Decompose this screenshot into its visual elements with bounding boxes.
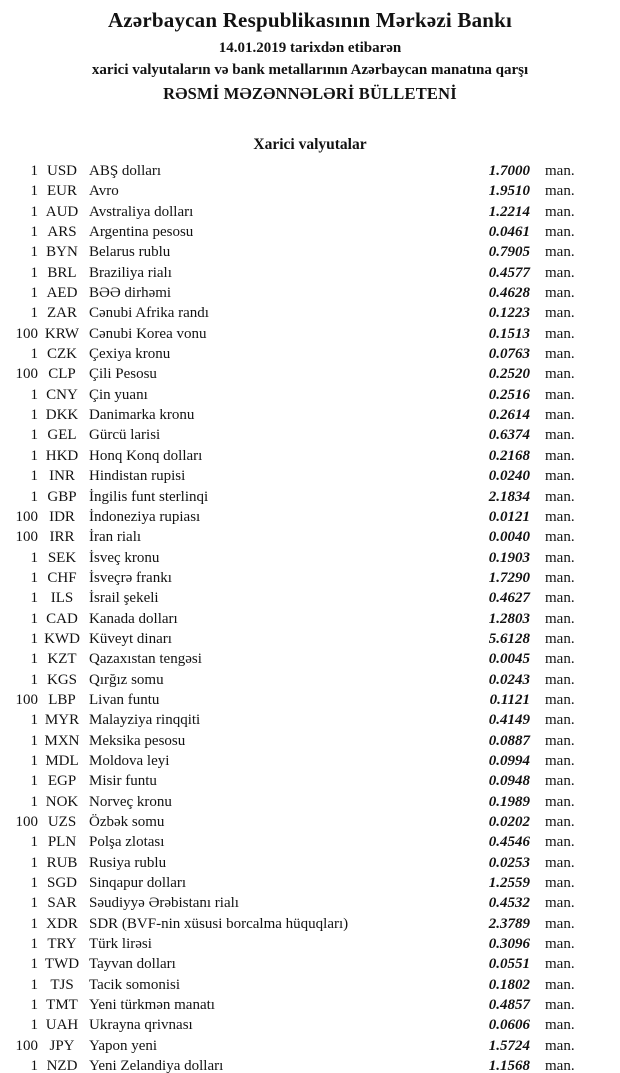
- currency-code: ZAR: [47, 305, 77, 322]
- currency-name: Rusiya rublu: [89, 854, 167, 871]
- unit-label: man.: [545, 814, 575, 830]
- unit-label: man.: [545, 834, 575, 851]
- bank-name: Azərbaycan Respublikasının Mərkəzi Bankı: [107, 8, 513, 32]
- quantity-value: 1: [30, 264, 38, 281]
- currency-row: [0, 548, 620, 568]
- currency-name: Norveç kronu: [89, 793, 172, 810]
- currency-name: Malayziya rinqqiti: [89, 712, 201, 729]
- rate-value: 0.0948: [488, 773, 530, 790]
- unit-label: man.: [545, 712, 575, 729]
- currency-code: EUR: [47, 183, 77, 200]
- unit-label: man.: [545, 244, 575, 261]
- currency-row: [0, 1056, 620, 1073]
- unit-label: man.: [545, 976, 575, 993]
- currency-row: [0, 425, 620, 445]
- currency-row: [0, 242, 620, 262]
- currency-row: [0, 324, 620, 344]
- unit-label: man.: [545, 895, 575, 912]
- currency-name: Meksika pesosu: [89, 732, 186, 749]
- currency-name: Livan funtu: [89, 691, 160, 708]
- currency-code: KZT: [47, 651, 77, 668]
- unit-label: man.: [545, 610, 575, 627]
- quantity-value: 100: [15, 508, 38, 525]
- quantity-value: 1: [30, 163, 38, 179]
- unit-label: man.: [545, 915, 575, 932]
- currency-row: [0, 832, 620, 852]
- currency-name: İsveç kronu: [89, 549, 160, 566]
- unit-label: man.: [545, 264, 575, 281]
- currency-row: [0, 181, 620, 201]
- quantity-value: 1: [30, 203, 38, 220]
- quantity-value: 1: [30, 285, 38, 302]
- quantity-value: 1: [30, 447, 38, 464]
- currency-code: UZS: [47, 814, 77, 830]
- currency-code: JPY: [49, 1037, 75, 1054]
- rate-value: 0.2516: [488, 386, 530, 403]
- rate-value: 0.4577: [488, 264, 530, 281]
- currency-code: ILS: [50, 590, 74, 607]
- rate-value: 0.0461: [488, 224, 530, 241]
- rate-value: 0.1903: [488, 549, 530, 566]
- currency-name: Yeni türkmən manatı: [89, 997, 215, 1014]
- currency-row: [0, 466, 620, 486]
- currency-name: Braziliya rialı: [89, 264, 172, 281]
- currency-code: SAR: [47, 895, 77, 912]
- unit-label: man.: [545, 183, 575, 200]
- quantity-value: 1: [30, 488, 38, 505]
- rate-value: 0.3096: [488, 936, 530, 953]
- section-title: Xarici valyutalar: [253, 136, 367, 153]
- currency-row: [0, 507, 620, 527]
- rate-value: 0.0253: [488, 854, 530, 871]
- currency-code: IDR: [49, 508, 75, 525]
- quantity-value: 100: [15, 325, 38, 342]
- currency-name: Hindistan rupisi: [89, 468, 186, 485]
- currency-name: Səudiyyə Ərəbistanı rialı: [89, 895, 239, 912]
- currency-row: [0, 975, 620, 995]
- currency-row: [0, 649, 620, 669]
- currency-name: Avro: [89, 183, 119, 200]
- unit-label: man.: [545, 956, 575, 973]
- rate-value: 0.4628: [488, 285, 530, 302]
- currency-row: [0, 914, 620, 934]
- quantity-value: 1: [30, 386, 38, 403]
- quantity-value: 1: [30, 183, 38, 200]
- quantity-value: 1: [30, 854, 38, 871]
- currency-code: KRW: [44, 325, 80, 342]
- quantity-value: 100: [15, 366, 38, 383]
- currency-name: Polşa zlotası: [89, 834, 165, 851]
- currency-name: Gürcü larisi: [89, 427, 161, 444]
- currency-name: Avstraliya dolları: [89, 203, 194, 220]
- bulletin-title: RƏSMİ MƏZƏNNƏLƏRİ BÜLLETENİ: [163, 84, 457, 103]
- quantity-value: 1: [30, 1058, 38, 1073]
- currency-name: Honq Konq dolları: [89, 447, 203, 464]
- unit-label: man.: [545, 203, 575, 220]
- quantity-value: 1: [30, 630, 38, 647]
- rates-table: [0, 161, 620, 1073]
- currency-row: [0, 202, 620, 222]
- quantity-value: 1: [30, 732, 38, 749]
- currency-row: [0, 303, 620, 323]
- rate-value: 0.1802: [488, 976, 530, 993]
- unit-label: man.: [545, 529, 575, 546]
- unit-label: man.: [545, 854, 575, 871]
- currency-row: [0, 812, 620, 832]
- quantity-value: 1: [30, 305, 38, 322]
- unit-label: man.: [545, 569, 575, 586]
- currency-name: İsveçrə frankı: [89, 569, 172, 586]
- quantity-value: 1: [30, 712, 38, 729]
- currency-code: CZK: [47, 346, 77, 363]
- quantity-value: 1: [30, 997, 38, 1014]
- currency-code: MYR: [44, 712, 80, 729]
- bulletin-header: [0, 8, 620, 104]
- rate-value: 1.5724: [488, 1037, 530, 1054]
- currency-name: SDR (BVF-nin xüsusi borcalma hüquqları): [89, 915, 349, 932]
- quantity-value: 1: [30, 346, 38, 363]
- rate-value: 1.1568: [488, 1058, 530, 1073]
- rate-value: 5.6128: [488, 630, 530, 647]
- rate-value: 1.2803: [488, 610, 530, 627]
- currency-code: TWD: [44, 956, 80, 973]
- currency-code: KGS: [46, 671, 77, 688]
- rate-value: 0.1989: [488, 793, 530, 810]
- currency-row: [0, 853, 620, 873]
- currency-code: SEK: [47, 549, 77, 566]
- currency-name: Çin yuanı: [89, 386, 148, 403]
- currency-name: Tayvan dolları: [89, 956, 176, 973]
- quantity-value: 1: [30, 895, 38, 912]
- rate-value: 0.4532: [488, 895, 530, 912]
- rate-value: 0.4627: [488, 590, 530, 607]
- currency-code: NOK: [45, 793, 79, 810]
- currency-code: SGD: [46, 875, 77, 892]
- currency-name: İndoneziya rupiası: [89, 508, 201, 525]
- currency-row: [0, 670, 620, 690]
- quantity-value: 100: [15, 1037, 38, 1054]
- rate-value: 0.4857: [488, 997, 530, 1014]
- quantity-value: 100: [15, 814, 38, 830]
- currency-name: Türk lirəsi: [89, 936, 152, 953]
- currency-row: [0, 527, 620, 547]
- quantity-value: 1: [30, 936, 38, 953]
- quantity-value: 1: [30, 569, 38, 586]
- currency-row: [0, 1015, 620, 1035]
- rate-value: 1.2559: [488, 875, 530, 892]
- currency-row: [0, 364, 620, 384]
- currency-row: [0, 588, 620, 608]
- unit-label: man.: [545, 936, 575, 953]
- unit-label: man.: [545, 691, 575, 708]
- rate-value: 0.2614: [488, 407, 530, 424]
- currency-name: Cənubi Afrika randı: [89, 305, 209, 322]
- currency-name: Küveyt dinarı: [89, 630, 172, 647]
- rate-value: 0.0240: [488, 468, 530, 485]
- unit-label: man.: [545, 346, 575, 363]
- unit-label: man.: [545, 1017, 575, 1034]
- currency-row: [0, 954, 620, 974]
- quantity-value: 1: [30, 610, 38, 627]
- unit-label: man.: [545, 1058, 575, 1073]
- currency-code: TMT: [46, 997, 78, 1014]
- currency-name: Moldova leyi: [89, 752, 170, 769]
- unit-label: man.: [545, 285, 575, 302]
- rate-value: 0.4149: [488, 712, 530, 729]
- rate-value: 0.0045: [488, 651, 530, 668]
- currency-name: Qırğız somu: [89, 671, 164, 688]
- currency-code: INR: [49, 468, 75, 485]
- currency-code: MDL: [45, 752, 79, 769]
- currency-code: AED: [46, 285, 78, 302]
- unit-label: man.: [545, 651, 575, 668]
- quantity-value: 100: [15, 529, 38, 546]
- rate-value: 0.7905: [488, 244, 530, 261]
- currency-code: PLN: [47, 834, 77, 851]
- currency-row: [0, 263, 620, 283]
- currency-code: CNY: [46, 386, 78, 403]
- currency-row: [0, 771, 620, 791]
- rate-value: 0.0994: [488, 752, 530, 769]
- currency-row: [0, 568, 620, 588]
- quantity-value: 1: [30, 244, 38, 261]
- currency-row: [0, 385, 620, 405]
- currency-row: [0, 405, 620, 425]
- currency-code: EGP: [47, 773, 77, 790]
- rate-value: 0.0763: [488, 346, 530, 363]
- currency-code: CAD: [46, 610, 78, 627]
- currency-code: ARS: [47, 224, 77, 241]
- quantity-value: 1: [30, 224, 38, 241]
- currency-row: [0, 609, 620, 629]
- rate-value: 1.7290: [488, 569, 530, 586]
- rate-value: 0.2168: [488, 447, 530, 464]
- quantity-value: 1: [30, 976, 38, 993]
- rate-value: 0.0243: [488, 671, 530, 688]
- currency-name: Tacik somonisi: [89, 976, 181, 993]
- currency-row: [0, 710, 620, 730]
- currency-name: Özbək somu: [89, 814, 165, 830]
- unit-label: man.: [545, 508, 575, 525]
- unit-label: man.: [545, 549, 575, 566]
- unit-label: man.: [545, 447, 575, 464]
- currency-name: Misir funtu: [89, 773, 157, 790]
- currency-code: HKD: [45, 447, 79, 464]
- rate-value: 0.0202: [488, 814, 530, 830]
- unit-label: man.: [545, 752, 575, 769]
- currency-row: [0, 751, 620, 771]
- currency-code: GEL: [47, 427, 77, 444]
- currency-name: Ukrayna qrivnası: [89, 1017, 193, 1034]
- currency-name: ABŞ dolları: [89, 163, 162, 179]
- currency-name: Çili Pesosu: [89, 366, 157, 383]
- unit-label: man.: [545, 224, 575, 241]
- unit-label: man.: [545, 427, 575, 444]
- unit-label: man.: [545, 468, 575, 485]
- rate-value: 0.0121: [488, 508, 530, 525]
- quantity-value: 1: [30, 956, 38, 973]
- unit-label: man.: [545, 773, 575, 790]
- quantity-value: 1: [30, 407, 38, 424]
- currency-row: [0, 792, 620, 812]
- currency-code: DKK: [45, 407, 79, 424]
- rate-value: 0.1121: [489, 691, 530, 708]
- unit-label: man.: [545, 488, 575, 505]
- currency-name: Sinqapur dolları: [89, 875, 187, 892]
- quantity-value: 1: [30, 468, 38, 485]
- unit-label: man.: [545, 305, 575, 322]
- unit-label: man.: [545, 671, 575, 688]
- quantity-value: 1: [30, 651, 38, 668]
- currency-code: TRY: [47, 936, 77, 953]
- currency-code: UAH: [45, 1017, 79, 1034]
- currency-code: RUB: [46, 854, 78, 871]
- currency-row: [0, 690, 620, 710]
- rate-value: 0.0040: [488, 529, 530, 546]
- quantity-value: 1: [30, 915, 38, 932]
- rate-value: 0.4546: [488, 834, 530, 851]
- unit-label: man.: [545, 793, 575, 810]
- currency-name: BƏƏ dirhəmi: [89, 285, 172, 302]
- currency-code: CLP: [48, 366, 76, 383]
- currency-code: LBP: [48, 691, 76, 708]
- rate-value: 1.7000: [488, 163, 530, 179]
- rate-value: 0.1223: [488, 305, 530, 322]
- effective-date: 14.01.2019 tarixdən etibarən: [218, 40, 402, 56]
- unit-label: man.: [545, 1037, 575, 1054]
- currency-name: Argentina pesosu: [89, 224, 194, 241]
- currency-code: MXN: [44, 732, 80, 749]
- unit-label: man.: [545, 386, 575, 403]
- currency-row: [0, 731, 620, 751]
- currency-row: [0, 995, 620, 1015]
- rate-value: 0.6374: [488, 427, 530, 444]
- currency-code: NZD: [46, 1058, 78, 1073]
- unit-label: man.: [545, 732, 575, 749]
- unit-label: man.: [545, 407, 575, 424]
- rate-value: 0.2520: [488, 366, 530, 383]
- unit-label: man.: [545, 875, 575, 892]
- rate-value: 2.1834: [488, 488, 530, 505]
- rate-value: 0.0606: [488, 1017, 530, 1034]
- currency-name: Belarus rublu: [89, 244, 171, 261]
- currency-code: BYN: [46, 244, 78, 261]
- rate-value: 1.9510: [488, 183, 530, 200]
- rate-value: 1.2214: [488, 203, 530, 220]
- quantity-value: 1: [30, 1017, 38, 1034]
- currency-code: AUD: [45, 203, 79, 220]
- currency-row: [0, 629, 620, 649]
- currency-row: [0, 283, 620, 303]
- quantity-value: 1: [30, 773, 38, 790]
- unit-label: man.: [545, 163, 575, 179]
- unit-label: man.: [545, 366, 575, 383]
- currency-code: XDR: [46, 915, 78, 932]
- currency-name: İsrail şekeli: [89, 590, 159, 607]
- quantity-value: 1: [30, 671, 38, 688]
- unit-label: man.: [545, 590, 575, 607]
- rate-value: 0.0551: [488, 956, 530, 973]
- rate-value: 0.0887: [488, 732, 530, 749]
- currency-name: Yeni Zelandiya dolları: [89, 1058, 224, 1073]
- currency-row: [0, 222, 620, 242]
- bulletin-subtitle: xarici valyutaların və bank metallarının Azərbaycan manatına qarşı: [91, 62, 529, 78]
- currency-code: IRR: [49, 529, 75, 546]
- quantity-value: 1: [30, 875, 38, 892]
- currency-name: Qazaxıstan tengəsi: [89, 651, 202, 668]
- currency-code: CHF: [47, 569, 77, 586]
- currency-row: [0, 1036, 620, 1056]
- currency-row: [0, 161, 620, 181]
- currency-row: [0, 893, 620, 913]
- currency-code: BRL: [47, 264, 77, 281]
- currency-row: [0, 934, 620, 954]
- currency-row: [0, 873, 620, 893]
- currency-code: GBP: [47, 488, 77, 505]
- currency-name: İran rialı: [89, 529, 142, 546]
- quantity-value: 1: [30, 793, 38, 810]
- unit-label: man.: [545, 630, 575, 647]
- currency-name: Danimarka kronu: [89, 407, 195, 424]
- currency-name: İngilis funt sterlinqi: [89, 488, 209, 505]
- quantity-value: 1: [30, 549, 38, 566]
- quantity-value: 1: [30, 752, 38, 769]
- currency-row: [0, 487, 620, 507]
- currency-code: KWD: [44, 630, 80, 647]
- currency-name: Kanada dolları: [89, 610, 178, 627]
- quantity-value: 1: [30, 427, 38, 444]
- currency-row: [0, 344, 620, 364]
- currency-name: Çexiya kronu: [89, 346, 171, 363]
- currency-code: USD: [46, 163, 77, 179]
- currency-code: TJS: [50, 976, 74, 993]
- rate-value: 2.3789: [488, 915, 530, 932]
- currency-name: Yapon yeni: [89, 1037, 158, 1054]
- quantity-value: 1: [30, 590, 38, 607]
- rate-value: 0.1513: [488, 325, 530, 342]
- currency-name: Cənubi Korea vonu: [89, 325, 207, 342]
- quantity-value: 1: [30, 834, 38, 851]
- currency-row: [0, 446, 620, 466]
- unit-label: man.: [545, 997, 575, 1014]
- unit-label: man.: [545, 325, 575, 342]
- quantity-value: 100: [15, 691, 38, 708]
